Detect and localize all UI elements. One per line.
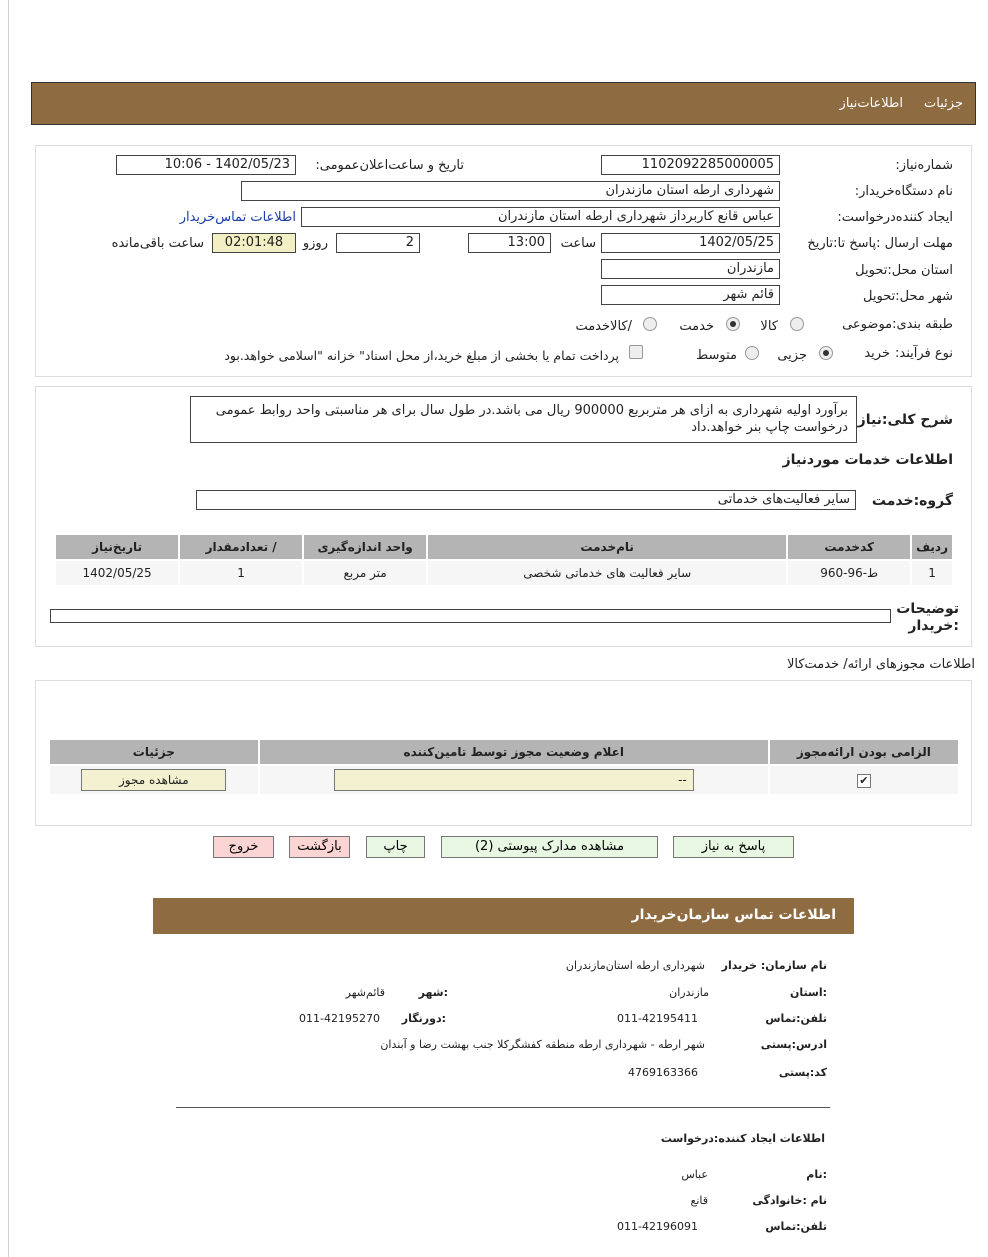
- services-table: [54, 533, 954, 587]
- city-label: شهر محل:تحویل: [863, 289, 953, 304]
- remaining-time-field: 02:01:48: [212, 233, 296, 253]
- contact-bar: [153, 898, 854, 934]
- col-service-name: نام‌خدمت: [427, 534, 787, 560]
- contact-address-value: شهر ارطه - شهرداری ارطه منطقه کفشگرکلا جنب بهشت رضا و آبندان: [380, 1038, 705, 1051]
- col-unit: واحد اندازه‌گیری: [303, 534, 427, 560]
- cat-service-label: خدمت: [679, 319, 714, 334]
- table-row: [49, 765, 959, 795]
- permits-table: [48, 738, 960, 796]
- process-label: نوع فرآیند:: [895, 346, 953, 361]
- contact-province-label: :استان: [790, 986, 827, 999]
- contact-fax-value: 011-42195270: [299, 1012, 380, 1025]
- buyer-contact-link[interactable]: اطلاعات تماس‌خریدار: [179, 210, 296, 225]
- cell-need-date: 1402/05/25: [55, 560, 179, 586]
- process-medium-label: متوسط: [696, 348, 737, 363]
- deadline-label: مهلت ارسال :پاسخ تا:تاریخ: [807, 236, 953, 251]
- creator-label: ایجاد کننده‌درخواست:: [837, 210, 953, 225]
- contact-address-label: ادرس:پستی: [760, 1038, 827, 1051]
- creator-name-label: :نام: [806, 1168, 827, 1181]
- col-permit-required: الزامی بودن ارائه‌مجوز: [769, 739, 959, 765]
- treasury-payment-checkbox[interactable]: [629, 345, 643, 359]
- col-permit-details: جزئیات: [49, 739, 259, 765]
- cat-goods-radio[interactable]: [790, 317, 804, 331]
- contact-province-value: مازندران: [669, 986, 709, 999]
- contact-city-label: :شهر: [418, 986, 448, 999]
- permit-status-field[interactable]: --: [334, 769, 694, 791]
- buyer-org-field: شهرداری ارطه استان مازندران: [241, 181, 780, 201]
- buyer-org-label: نام دستگاه‌خریدار:: [854, 184, 953, 199]
- process-small-label: جزیی: [777, 348, 807, 363]
- contact-phone-label: تلفن:تماس: [765, 1012, 827, 1025]
- process-medium-radio[interactable]: [745, 346, 759, 360]
- buyer-notes-label: توضیحات :خریدار: [896, 601, 959, 634]
- header-bar: [31, 82, 976, 125]
- page-left-border: [8, 0, 9, 1257]
- cell-permit-status: [259, 765, 769, 795]
- description-label: شرح کلی:نیاز: [857, 412, 953, 428]
- cat-goods-service-label: /کالاخدمت: [575, 319, 632, 334]
- reply-button[interactable]: پاسخ به نیاز: [673, 836, 794, 858]
- service-group-field: سایر فعالیت‌های خدماتی: [196, 490, 856, 510]
- announce-label: تاریخ و ساعت‌اعلان‌عمومی:: [315, 158, 464, 173]
- deadline-date-field: 1402/05/25: [601, 233, 780, 253]
- permit-required-checkbox[interactable]: ✔: [857, 774, 871, 788]
- remaining-label: ساعت باقی‌مانده: [111, 236, 204, 251]
- process-small-radio[interactable]: [819, 346, 833, 360]
- cat-service-radio[interactable]: [726, 317, 740, 331]
- category-label: طبقه بندی:موضوعی: [842, 317, 953, 332]
- need-info-panel: [35, 145, 972, 377]
- contact-postal-value: 4769163366: [628, 1066, 698, 1079]
- contact-city-value: قائم‌شهر: [345, 986, 385, 999]
- creator-family-label: نام :خانوادگی: [752, 1194, 827, 1207]
- creator-name-value: عباس: [681, 1168, 708, 1181]
- contact-org-value: شهرداری ارطه استان‌مازندران: [565, 959, 705, 972]
- attachments-button[interactable]: مشاهده مدارک پیوستی (2): [441, 836, 658, 858]
- province-field: مازندران: [601, 259, 780, 279]
- tab-need-info[interactable]: اطلاعات‌نیاز: [839, 96, 903, 111]
- permits-section-title: اطلاعات مجوزهای ارائه/ خدمت‌کالا: [786, 657, 975, 672]
- creator-phone-value: 011-42196091: [617, 1220, 698, 1233]
- services-title: اطلاعات خدمات موردنیاز: [782, 452, 953, 468]
- col-service-code: کدخدمت: [787, 534, 911, 560]
- city-field: قائم شهر: [601, 285, 780, 305]
- cat-goods-label: کالا: [760, 319, 778, 334]
- deadline-time-field: 13:00: [468, 233, 551, 253]
- description-text: برآورد اولیه شهرداری به ازای هر متربربع 900000 ریال می باشد.در طول سال برای هر مناسبتی واحد روابط عمومی درخواست چاپ بنر خواهد.داد: [190, 396, 857, 443]
- need-number-field: 1102092285000005: [601, 155, 780, 175]
- contact-bar-title: اطلاعات تماس سازمان‌خریدار: [631, 907, 836, 923]
- creator-phone-label: تلفن:تماس: [765, 1220, 827, 1233]
- tab-details[interactable]: جزئیات: [924, 96, 963, 111]
- cell-row: 1: [911, 560, 953, 586]
- contact-divider: [176, 1107, 830, 1108]
- cell-quantity: 1: [179, 560, 303, 586]
- exit-button[interactable]: خروج: [213, 836, 274, 858]
- print-button[interactable]: چاپ: [366, 836, 425, 858]
- creator-family-value: قانع: [690, 1194, 708, 1207]
- contact-phone-value: 011-42195411: [617, 1012, 698, 1025]
- buyer-notes-field: [50, 609, 891, 623]
- creator-info-title: اطلاعات ایجاد کننده:درخواست: [660, 1132, 825, 1145]
- process-buy-label: خرید: [864, 346, 890, 361]
- service-group-label: گروه:خدمت: [871, 493, 953, 509]
- contact-org-label: نام سازمان: خریدار: [721, 959, 827, 972]
- province-label: استان محل:تحویل: [855, 263, 953, 278]
- treasury-payment-note: پرداخت تمام یا بخشی از مبلغ خرید،از محل اسناد" خزانه "اسلامی خواهد.بود: [224, 348, 619, 363]
- announce-field: 1402/05/23 - 10:06: [116, 155, 296, 175]
- contact-postal-label: کد:پستی: [778, 1066, 827, 1079]
- col-row: ردیف: [911, 534, 953, 560]
- need-number-label: شماره‌نیاز:: [895, 158, 953, 173]
- col-permit-status: اعلام وضعیت مجوز توسط تامین‌کننده: [259, 739, 769, 765]
- view-permit-button[interactable]: مشاهده مجوز: [81, 769, 226, 791]
- cell-permit-details: [49, 765, 259, 795]
- cell-service-name: سایر فعالیت های خدماتی شخصی: [427, 560, 787, 586]
- contact-fax-label: :دورنگار: [401, 1012, 446, 1025]
- creator-field: عباس قانع کاربرداز شهرداری ارطه استان مازندران: [301, 207, 780, 227]
- col-need-date: تاریخ‌نیاز: [55, 534, 179, 560]
- col-quantity: / تعدادمقدار: [179, 534, 303, 560]
- cell-unit: متر مربع: [303, 560, 427, 586]
- cell-service-code: ط-96-960: [787, 560, 911, 586]
- days-field: 2: [336, 233, 420, 253]
- cat-goods-service-radio[interactable]: [643, 317, 657, 331]
- cell-permit-required: [769, 765, 959, 795]
- table-row: [55, 560, 953, 586]
- hour-label: ساعت: [560, 236, 596, 251]
- days-label: روزو: [302, 236, 328, 251]
- back-button[interactable]: بازگشت: [289, 836, 350, 858]
